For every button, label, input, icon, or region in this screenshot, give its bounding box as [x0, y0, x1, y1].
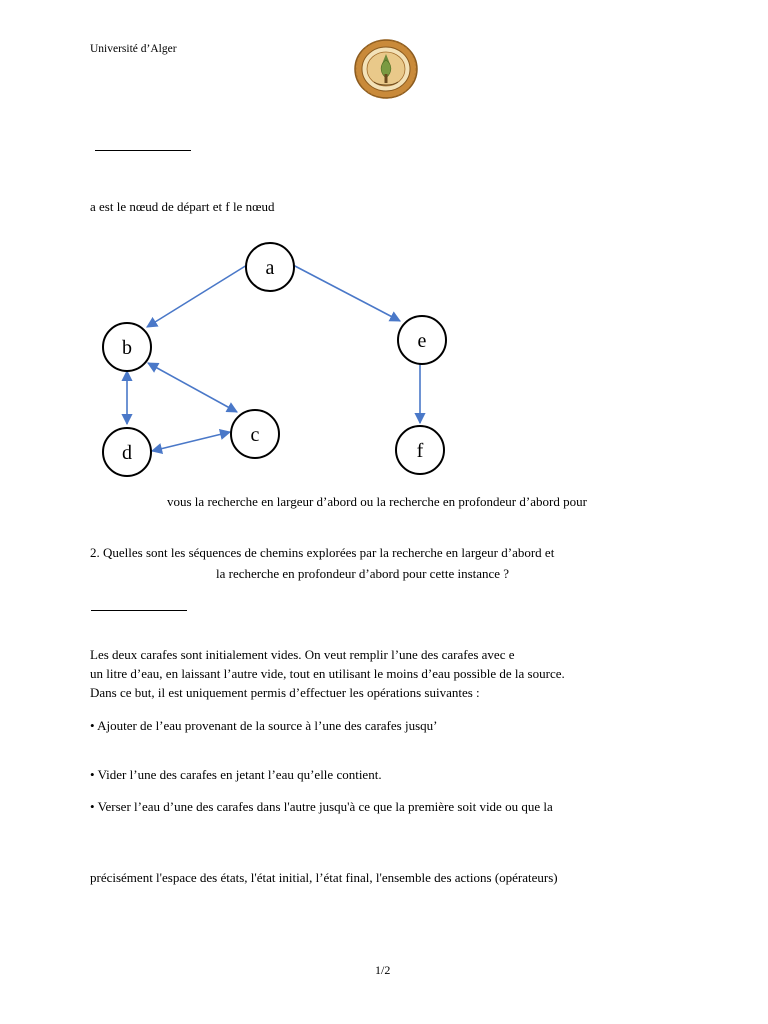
question1-fragment: vous la recherche en largeur d’abord ou la recherche en profondeur d’abord pour: [167, 494, 587, 509]
svg-text:e: e: [417, 330, 427, 352]
node-d: [103, 428, 151, 476]
university-seal-logo: [352, 38, 420, 100]
paragraph-line: Dans ce but, il est uniquement permis d’effectuer les opérations suivantes :: [90, 685, 480, 700]
page-number: 1/2: [375, 963, 391, 977]
edge-a-b: [147, 265, 247, 327]
section-rule: [91, 610, 187, 611]
bullet-item: • Ajouter de l’eau provenant de la source à l’une des carafes jusqu’: [90, 718, 438, 733]
paragraph-line: Les deux carafes sont initialement vides. On veut remplir l’une des carafes avec e: [90, 647, 515, 662]
bullet-item: • Vider l’une des carafes en jetant l’eau qu’elle contient.: [90, 767, 382, 782]
svg-text:b: b: [122, 337, 132, 359]
question2-line2: la recherche en profondeur d’abord pour cette instance ?: [216, 566, 510, 581]
start-node-text: a est le nœud de départ et f le nœud: [90, 199, 275, 214]
node-c: [231, 410, 279, 458]
node-b: [103, 323, 151, 371]
final-instruction-line: précisément l'espace des états, l'état initial, l’état final, l'ensemble des actions (opérateurs): [90, 870, 558, 885]
bullet-item: • Verser l’eau d’une des carafes dans l'autre jusqu'à ce que la première soit vide ou que la: [90, 799, 553, 814]
svg-text:a: a: [265, 257, 275, 279]
edge-d-c: [152, 432, 230, 451]
node-a: [246, 243, 294, 291]
edge-a-e: [293, 265, 400, 321]
svg-text:c: c: [250, 424, 260, 446]
question2-line1: 2. Quelles sont les séquences de chemins explorées par la recherche en largeur d’abord et: [90, 545, 555, 560]
svg-text:f: f: [416, 440, 424, 462]
svg-text:d: d: [122, 442, 132, 464]
graph-diagram: [80, 225, 480, 495]
node-e: [398, 316, 446, 364]
edge-b-c: [148, 363, 237, 412]
section-rule: [95, 150, 191, 151]
node-f: [396, 426, 444, 474]
paragraph-line: un litre d’eau, en laissant l’autre vide, tout en utilisant le moins d’eau possible de la source.: [90, 666, 565, 681]
university-header: Université d’Alger: [90, 43, 177, 55]
